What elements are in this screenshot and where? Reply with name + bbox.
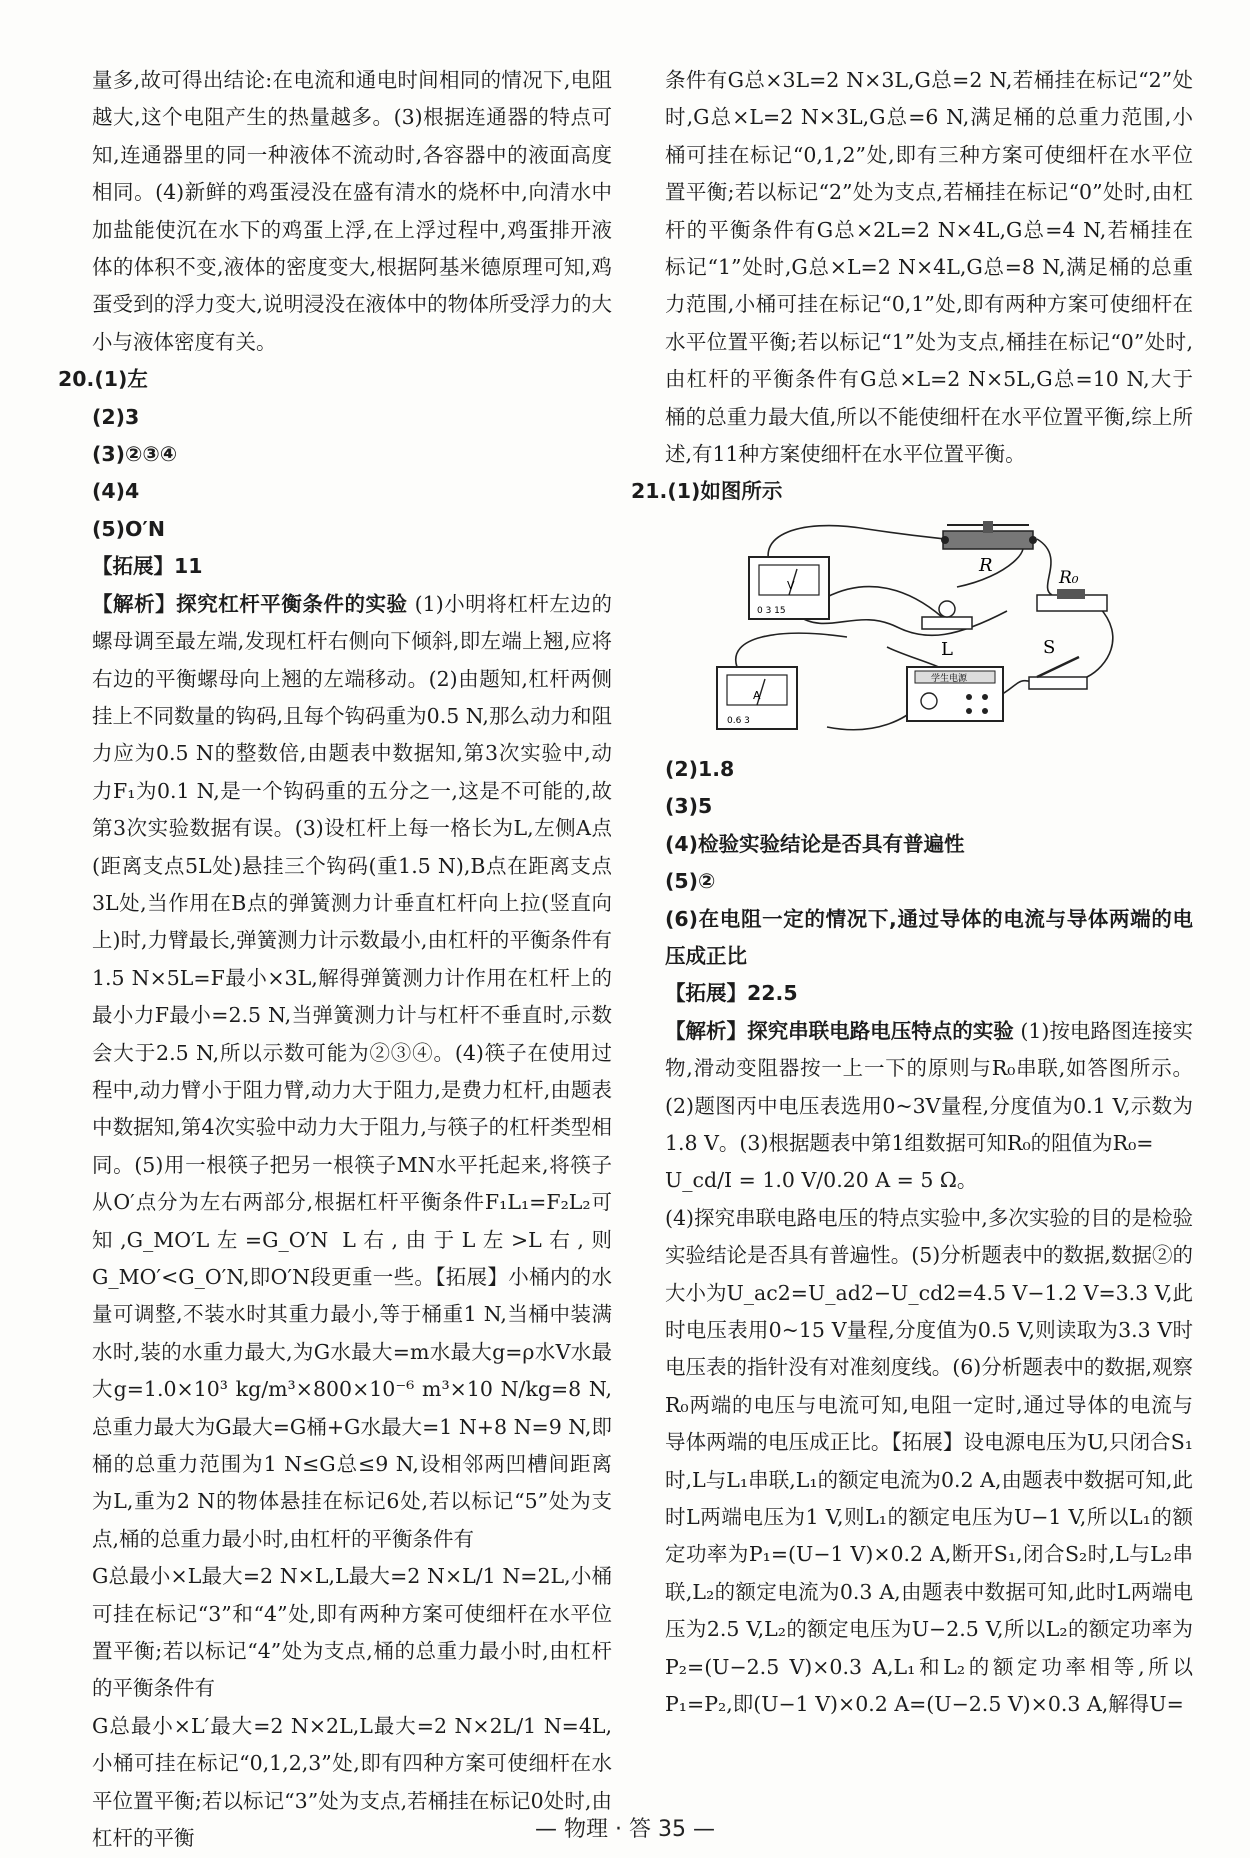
right-column [631, 62, 1194, 1723]
q20-equation-1: G总最小×L最大=2 N×L,L最大=2 N×L/1 N=2L,小桶可挂在标记“3”和“4”处,即有两种方案可使细杆在水平位置平衡;若以标记“4”处为支点,桶的总重力最小时,由杠杆的平衡条件有 [92, 1564, 612, 1701]
left-column [58, 62, 612, 1858]
rheostat-icon [941, 521, 1037, 576]
q21-answer-2: (2)1.8 [665, 756, 735, 781]
power-supply-icon [907, 667, 1003, 721]
q20-answer-5: (5)O′N [92, 516, 165, 541]
q21-answer-4: (4)检验实验结论是否具有普遍性 [665, 831, 965, 856]
q20-answer-2: (2)3 [92, 404, 140, 429]
q21-analysis-equation: U_cd/I = 1.0 V/0.20 A = 5 Ω。 [665, 1168, 978, 1193]
power-supply-label: 学生电源 [931, 673, 968, 684]
q21-analysis: 【解析】探究串联电路电压特点的实验 (1)按电路图连接实物,滑动变阻器按一上一下的原则与R₀串联,如答图所示。(2)题图丙中电压表选用0~3V量程,分度值为0.1 V,示数为1.8 V。(3)根据题表中第1组数据可知R₀的阻值为R₀= [665, 1018, 1194, 1155]
ammeter-icon [717, 667, 797, 729]
circuit-diagram [707, 517, 1127, 747]
voltmeter-label: V [787, 578, 795, 592]
resistor-label: R₀ [1059, 567, 1079, 588]
q21-answer-3: (3)5 [665, 794, 713, 819]
voltmeter-icon [749, 557, 829, 619]
q20-number: 20. [58, 367, 95, 392]
wire [827, 707, 917, 730]
q21-extension: 【拓展】22.5 [665, 981, 798, 1006]
wire [827, 586, 942, 616]
q20-equation-2: G总最小×L′最大=2 N×2L,L最大=2 N×2L/1 N=4L,小桶可挂在标记“0,1,2,3”处,即有四种方案可使细杆在水平位置平衡;若以标记“3”处为支点,若桶挂在标记0处时,由杠杆的平衡 [92, 1713, 612, 1851]
q21-answer-1: 21.(1)如图所示 [631, 479, 783, 504]
voltmeter-scale: 0 3 15 [757, 605, 786, 616]
q21-answer-6: (6)在电阻一定的情况下,通过导体的电流与导体两端的电压成正比 [665, 906, 1193, 968]
q21-answer-5: (5)② [665, 869, 716, 894]
lamp-label: L [941, 638, 953, 660]
wire [1037, 539, 1052, 595]
continued-paragraph: 条件有G总×3L=2 N×3L,G总=2 N,若桶挂在标记“2”处时,G总×L=2 N×3L,G总=6 N,满足桶的总重力范围,小桶可挂在标记“0,1,2”处,即有三种方案可使细杆在水平位置平衡;若以标记“2”处为支点,若桶挂在标记“0”处时,由杠杆的平衡条件有G总×2L=2 N×4L,G总=4 N,若桶挂在标记“1”处时,G总×L=2 N×4L,G总=8 N,满足桶的总重力范围,小桶可挂在标记“0,1”处,即有两种方案可使细杆在水平位置平衡;若以标记“1”处为支点,桶挂在标记“0”处时,由杠杆的平衡条件有G总×L=2 N×5L,G总=10 N,大于桶的总重力最大值,所以不能使细杆在水平位置平衡,综上所述,有11种方案使细杆在水平位置平衡。 [665, 68, 1193, 467]
ammeter-label: A [753, 688, 761, 702]
lamp-icon [922, 601, 972, 660]
q20-answer-3: (3)②③④ [92, 442, 178, 467]
page-footer: — 物理 · 答 35 — [535, 1817, 715, 1842]
intro-paragraph: 量多,故可得出结论:在电流和通电时间相同的情况下,电阻越大,这个电阻产生的热量越多。(3)根据连通器的特点可知,连通器里的同一种液体不流动时,各容器中的液面高度相同。(4)新鲜的鸡蛋浸没在盛有清水的烧杯中,向清水中加盐能使沉在水下的鸡蛋上浮,在上浮过程中,鸡蛋排开液体的体积不变,液体的密度变大,根据阿基米德原理可知,鸡蛋受到的浮力变大,说明浸没在液体中的物体所受浮力的大小与液体密度有关。 [92, 68, 612, 354]
rheostat-label: R [979, 554, 993, 576]
q20-answer-1: 20.(1)左 [58, 367, 148, 392]
q20-analysis: 【解析】探究杠杆平衡条件的实验 (1)小明将杠杆左边的螺母调至最左端,发现杠杆右侧向下倾斜,即左端上翘,应将右边的平衡螺母向上翘的左端移动。(2)由题知,杠杆两侧挂上不同数量的钩码,且每个钩码重为0.5 N,那么动力和阻力应为0.5 N的整数倍,由题表中数据知,第3次实验中,动力F₁为0.1 N,是一个钩码重的五分之一,这是不可能的,故第3次实验数据有误。(3)设杠杆上每一格长为L,左侧A点(距离支点5L处)悬挂三个钩码(重1.5 N),B点在距离支点3L处,当作用在B点的弹簧测力计垂直杠杆向上拉(竖直向上)时,力臂最长,弹簧测力计示数最小,由杠杆的平衡条件有1.5 N×5L=F最小×3L,解得弹簧测力计作用在杠杆上的最小力F最小=2.5 N,当弹簧测力计与杠杆不垂直时,示数会大于2.5 N,所以示数可能为②③④。(4)筷子在使用过程中,动力臂小于阻力臂,动力大于阻力,是费力杠杆,由题表中数据知,第4次实验中动力大于阻力,与筷子的杠杆类型相同。(5)用一根筷子把另一根筷子MN水平托起来,将筷子从O′点分为左右两部分,根据杠杆平衡条件F₁L₁=F₂L₂可知,G_MO′L左=G_O′N L右,由于L左>L右,则G_MO′<G_O′N,即O′N段更重一些。【拓展】小桶内的水量可调整,不装水时其重力最小,等于桶重1 N,当桶中装满水时,装的水重力最大,为G水最大=m水最大g=ρ水V水最大g=1.0×10³ kg/m³×800×10⁻⁶ m³×10 N/kg=8 N,总重力最大为G最大=G桶+G水最大=1 N+8 N=9 N,即桶的总重力范围为1 N≤G总≤9 N,设相邻两凹槽间距离为L,重为2 N的物体悬挂在标记6处,若以标记“5”处为支点,桶的总重力最小时,由杠杆的平衡条件有 [92, 591, 612, 1551]
wire [736, 633, 847, 667]
switch-label: S [1043, 636, 1056, 658]
q20-answer-4: (4)4 [92, 479, 140, 504]
q21-number: 21. [631, 479, 668, 504]
ammeter-scale: 0.6 3 [727, 715, 750, 726]
q20-extension: 【拓展】11 [92, 554, 203, 579]
q21-analysis-continued: (4)探究串联电路电压的特点实验中,多次实验的目的是检验实验结论是否具有普遍性。(5)分析题表中的数据,数据②的大小为U_ac2=U_ad2−U_cd2=4.5 V−1.2 V=3.3 V,此时电压表用0~15 V量程,分度值为0.5 V,则读取为3.3 V时电压表的指针没有对准刻度线。(6)分析题表中的数据,观察R₀两端的电压与电流可知,电阻一定时,通过导体的电流与导体两端的电压成正比。【拓展】设电源电压为U,只闭合S₁时,L与L₁串联,L₁的额定电流为0.2 A,由题表中数据可知,此时L两端电压为1 V,则L₁的额定电压为U−1 V,所以L₁的额定功率为P₁=(U−1 V)×0.2 A,断开S₁,闭合S₂时,L与L₂串联,L₂的额定电流为0.3 A,由题表中数据可知,此时L两端电压为2.5 V,L₂的额定电压为U−2.5 V,所以L₂的额定功率为P₂=(U−2.5 V)×0.3 A,L₁和L₂的额定功率相等,所以P₁=P₂,即(U−1 V)×0.2 A=(U−2.5 V)×0.3 A,解得U= [665, 1205, 1193, 1717]
wire [1087, 607, 1113, 677]
switch-icon [1029, 637, 1087, 689]
